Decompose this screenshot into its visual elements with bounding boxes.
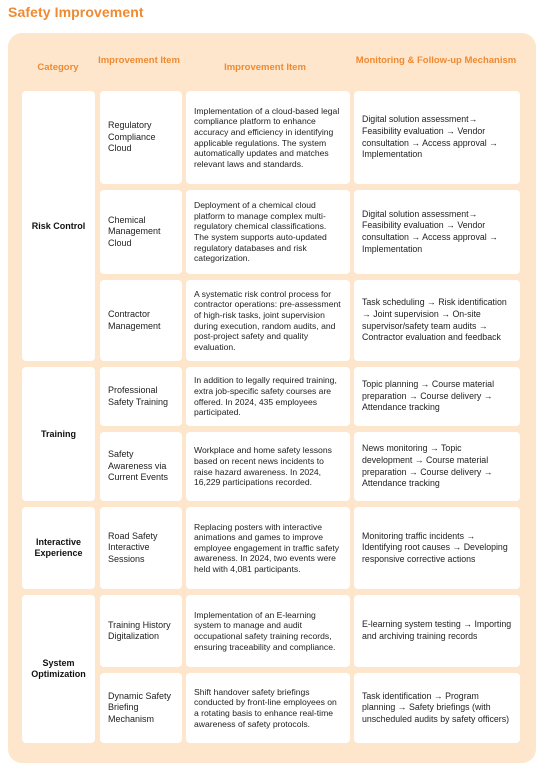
- header-category: Category: [37, 62, 79, 73]
- item-professional-safety-training: Professional Safety Training: [100, 367, 182, 426]
- description-contractor-management: A systematic risk control process for contractor operations: pre-assessment of high-risk tasks, joint supervision during execution, random audits, and post-project safety and quality evaluation.: [186, 280, 350, 361]
- monitoring-safety-awareness-current-events: News monitoring → Topic development → Course material preparation → Course delivery → Attendance tracking: [354, 432, 520, 501]
- description-chemical-management-cloud: Deployment of a chemical cloud platform to manage complex multi-regulatory chemical classifications. The system supports auto-updated regulatory databases and risk categorization.: [186, 190, 350, 274]
- item-contractor-management: Contractor Management: [100, 280, 182, 361]
- header-improvement-item: Improvement Item: [98, 55, 180, 66]
- monitoring-regulatory-compliance-cloud: Digital solution assessment→ Feasibility evaluation → Vendor consultation → Access approval → Implementation: [354, 91, 520, 184]
- description-training-history-digitalization: Implementation of an E-learning system to manage and audit occupational safety training records, ensuring traceability and compliance.: [186, 595, 350, 667]
- item-safety-awareness-current-events: Safety Awareness via Current Events: [100, 432, 182, 501]
- description-professional-safety-training: In addition to legally required training, extra job-specific safety courses are offered. In 2024, 435 employees participated.: [186, 367, 350, 426]
- monitoring-dynamic-safety-briefing: Task identification → Program planning → Safety briefings (with unscheduled audits by safety officers): [354, 673, 520, 743]
- page-title: Safety Improvement: [8, 4, 144, 20]
- description-road-safety-interactive-sessions: Replacing posters with interactive animations and games to improve employee engagement in traffic safety awareness. In 2024, two events were held with 4,081 participants.: [186, 507, 350, 589]
- category-interactive-experience: Interactive Experience: [22, 507, 95, 589]
- description-regulatory-compliance-cloud: Implementation of a cloud-based legal compliance platform to enhance accuracy and efficiency in identifying applicable regulations. The system automatically updates and matches relevant laws and standards.: [186, 91, 350, 184]
- item-dynamic-safety-briefing: Dynamic Safety Briefing Mechanism: [100, 673, 182, 743]
- description-dynamic-safety-briefing: Shift handover safety briefings conducted by front-line employees on a rotating basis to enhance real-time awareness of safety protocols.: [186, 673, 350, 743]
- category-risk-control: Risk Control: [22, 91, 95, 361]
- header-description: Improvement Item: [224, 62, 306, 73]
- description-safety-awareness-current-events: Workplace and home safety lessons based on recent news incidents to raise hazard awareness. In 2024, 16,229 participations recorded.: [186, 432, 350, 501]
- header-monitoring: Monitoring & Follow-up Mechanism: [355, 55, 517, 66]
- category-system-optimization: System Optimization: [22, 595, 95, 743]
- monitoring-training-history-digitalization: E-learning system testing → Importing and archiving training records: [354, 595, 520, 667]
- improvement-table: [8, 33, 536, 763]
- item-training-history-digitalization: Training History Digitalization: [100, 595, 182, 667]
- item-chemical-management-cloud: Chemical Management Cloud: [100, 190, 182, 274]
- monitoring-professional-safety-training: Topic planning → Course material preparation → Course delivery → Attendance tracking: [354, 367, 520, 426]
- item-road-safety-interactive-sessions: Road Safety Interactive Sessions: [100, 507, 182, 589]
- monitoring-chemical-management-cloud: Digital solution assessment→ Feasibility evaluation → Vendor consultation → Access approval → Implementation: [354, 190, 520, 274]
- monitoring-contractor-management: Task scheduling → Risk identification → Joint supervision → On-site supervisor/safety team audits → Contractor evaluation and feedback: [354, 280, 520, 361]
- monitoring-road-safety-interactive-sessions: Monitoring traffic incidents → Identifying root causes → Developing responsive corrective actions: [354, 507, 520, 589]
- item-regulatory-compliance-cloud: Regulatory Compliance Cloud: [100, 91, 182, 184]
- category-training: Training: [22, 367, 95, 501]
